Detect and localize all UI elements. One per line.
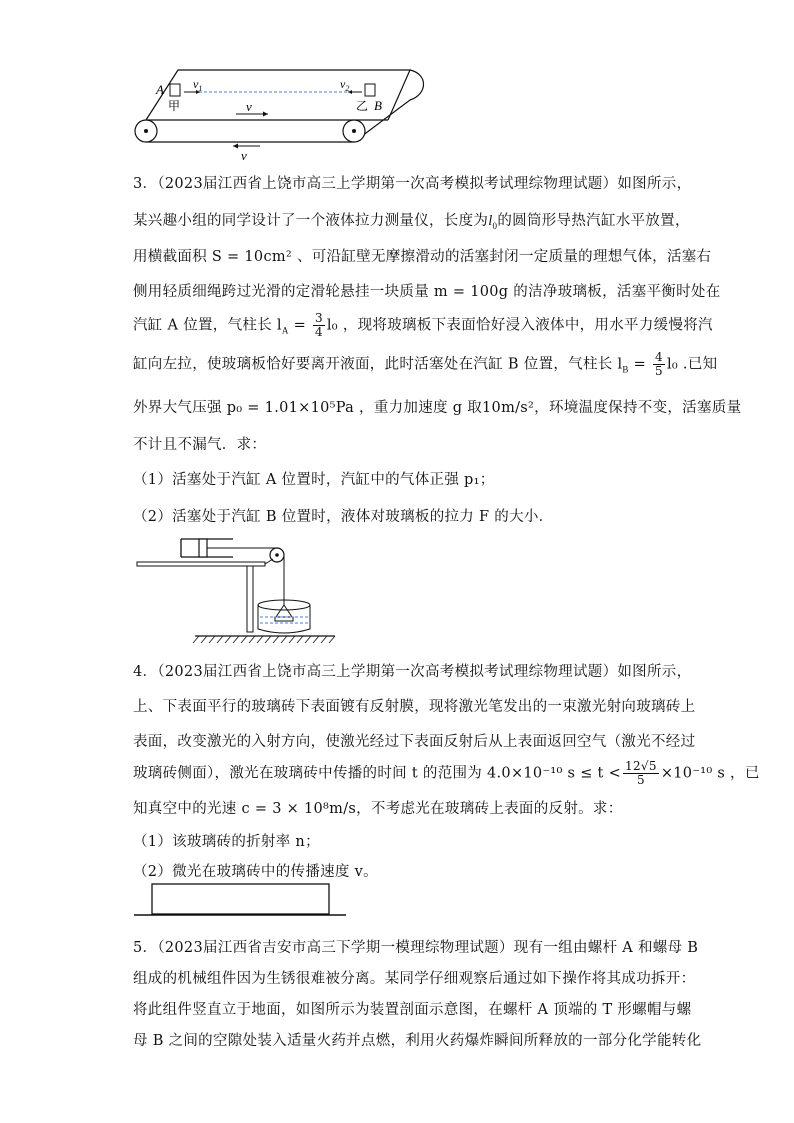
q3-line2: 某兴趣小组的同学设计了一个液体拉力测量仪，长度为$l_0$的圆筒形导热汽缸水平放置， — [133, 213, 690, 231]
block-yi — [365, 84, 375, 96]
glass-brick — [152, 884, 329, 914]
label-v1: $v_1$ — [193, 77, 203, 93]
q5-line1: 5．（2023届江西省吉安市高三下学期一模理综物理试题）现有一组由螺杆 A 和螺母 B — [133, 940, 699, 956]
fraction-12sqrt5-5: $\frac{12√5}{5}$ — [625, 759, 657, 787]
q3-sub2: （2）活塞处于汽缸 B 位置时，液体对玻璃板的拉力 F 的大小． — [133, 509, 554, 525]
q4-line3: 表面，改变激光的入射方向，使激光经过下表面反射后从上表面返回空气（激光不经过 — [133, 734, 696, 750]
q4-line2: 上、下表面平行的玻璃砖下表面镀有反射膜，现将激光笔发出的一束激光射向玻璃砖上 — [133, 699, 696, 715]
label-v2: $v_2$ — [340, 77, 350, 93]
q5-line2: 组成的机械组件因为生锈很难被分离。某同学仔细观察后通过如下操作将其成功拆开： — [133, 971, 696, 987]
label-jia: 甲 — [168, 99, 181, 113]
label-a: A — [156, 82, 164, 97]
label-b: B — [374, 98, 382, 113]
block-jia — [170, 84, 180, 96]
glass-brick-figure — [134, 880, 350, 920]
string-triangle — [276, 605, 292, 617]
conveyor-belt-figure — [128, 62, 428, 162]
q5-line4: 母 B 之间的空隙处装入适量火药并点燃，利用火药爆炸瞬间所释放的一部分化学能转化 — [133, 1033, 702, 1049]
q4-line1: 4．（2023届江西省上饶市高三上学期第一次高考模拟考试理综物理试题）如图所示， — [133, 664, 692, 680]
q3-line7: 外界大气压强 p₀ = 1.01×10⁵Pa ，重力加速度 g 取10m/s²，环境温度保持不变，活塞质量 — [133, 400, 742, 416]
q3-line6: 缸向左拉，使玻璃板恰好要离开液面，此时活塞处在汽缸 B 位置，气柱长 $l_B$ = $\frac{4}{5}$ l₀ .已知 — [133, 350, 718, 378]
q5-line3: 将此组件竖直立于地面，如图所示为装置剖面示意图，在螺杆 A 顶端的 T 形螺帽与螺 — [133, 1002, 692, 1018]
glass-plate — [275, 617, 293, 621]
label-yi: 乙 — [356, 99, 369, 113]
label-v-top: v — [246, 99, 252, 114]
q4-line4: 玻璃砖侧面），激光在玻璃砖中传播的时间 t 的范围为 4.0×10⁻¹⁰ s ≤ t < $\frac{12√5}{5}$ ×10⁻¹⁰ s ，已 — [133, 759, 760, 787]
ground-hatch — [193, 636, 335, 643]
q3-line4: 侧用轻质细绳跨过光滑的定滑轮悬挂一块质量 m = 100g 的洁净玻璃板，活塞平衡时处在 — [133, 284, 721, 300]
q3-line8: 不计且不漏气．求： — [133, 437, 267, 453]
label-v-bottom: v — [241, 148, 247, 162]
fraction-4-5: $\frac{4}{5}$ — [655, 350, 663, 378]
q3-sub1: （1）活塞处于汽缸 A 位置时，汽缸中的气体正强 p₁； — [133, 472, 495, 488]
table-leg — [247, 566, 253, 632]
right-roller-axle — [352, 129, 356, 133]
piston — [199, 539, 207, 557]
fraction-3-4: $\frac{3}{4}$ — [314, 311, 323, 339]
left-roller-axle — [144, 129, 148, 133]
q4-sub1: （1）该玻璃砖的折射率 n； — [133, 834, 320, 850]
q3-line5: 汽缸 A 位置，气柱长 $l_A$ = $\frac{3}{4}$ l₀ ，现将玻璃板下表面恰好浸入液体中，用水平力缓慢将汽 — [133, 311, 713, 339]
q3-line3: 用横截面积 S = 10cm² 、可沿缸壁无摩擦滑动的活塞封闭一定质量的理想气体，活塞右 — [133, 249, 712, 265]
q3-line1: 3．（2023届江西省上饶市高三上学期第一次高考模拟考试理综物理试题）如图所示， — [133, 176, 692, 192]
q4-sub2: （2）微光在玻璃砖中的传播速度 v。 — [133, 864, 378, 880]
table-top — [137, 562, 265, 566]
cylinder-pulley-figure — [135, 535, 335, 647]
q4-line5: 知真空中的光速 c = 3 × 10⁸m/s，不考虑光在玻璃砖上表面的反射。求： — [133, 801, 623, 817]
